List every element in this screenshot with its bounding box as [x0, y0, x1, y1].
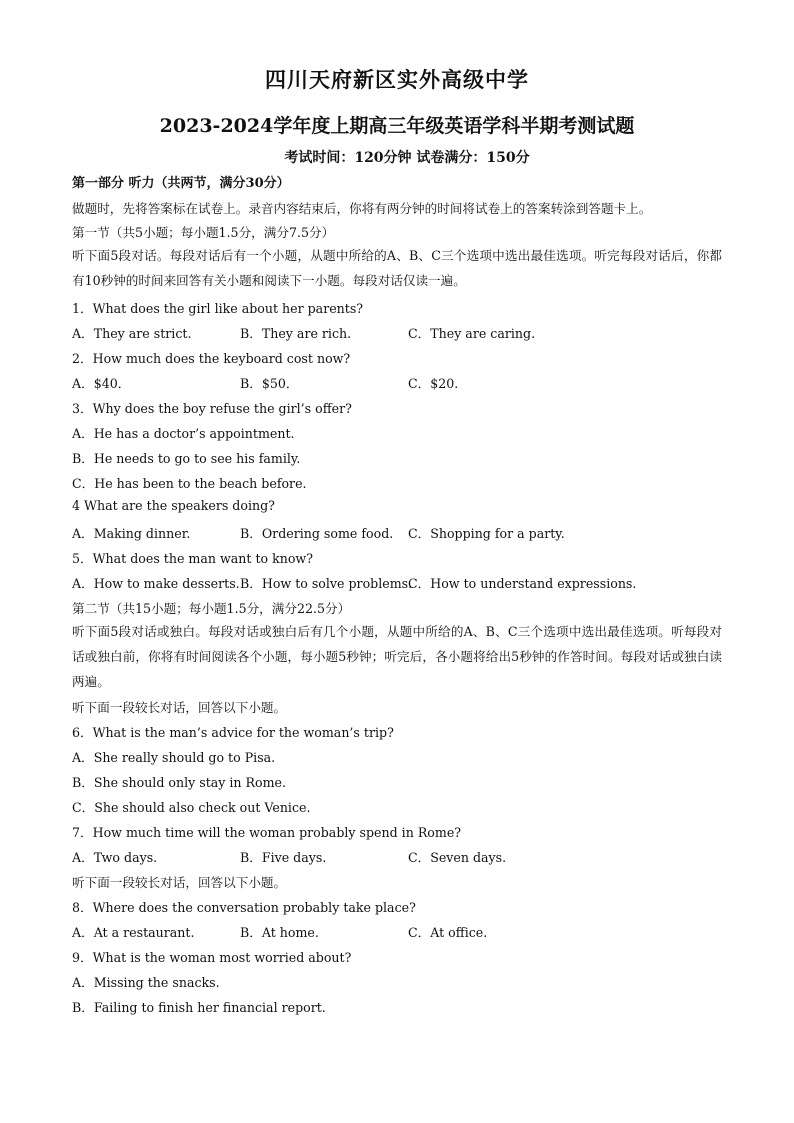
- option-b: B．At home.: [240, 925, 319, 940]
- option-c: C．They are caring.: [408, 326, 536, 341]
- option-a: A．They are strict.: [72, 326, 192, 341]
- option-b: B．He needs to go to see his family.: [72, 451, 301, 466]
- option-c: C．He has been to the beach before.: [72, 476, 307, 491]
- option-a: A．How to make desserts.: [72, 576, 240, 591]
- option-b: B．Five days.: [240, 850, 327, 865]
- option-b: B．How to solve problems.: [240, 576, 413, 591]
- exam-info: 考试时间：120分钟 试卷满分：150分: [284, 150, 530, 166]
- part1-instruction: 做题时，先将答案标在试卷上。录音内容结束后，你将有两分钟的时间将试卷上的答案转涂到答题卡上。: [72, 201, 652, 216]
- option-a: A．Making dinner.: [72, 526, 191, 541]
- question-stem: 4 What are the speakers doing?: [72, 498, 275, 513]
- question-stem: 9．What is the woman most worried about?: [72, 950, 352, 965]
- option-a: A．She really should go to Pisa.: [72, 750, 276, 765]
- question-stem: 5．What does the man want to know?: [72, 551, 313, 566]
- option-b: B．They are rich.: [240, 326, 352, 341]
- option-c: C．Shopping for a party.: [408, 526, 565, 541]
- option-b: B．Failing to finish her financial report.: [72, 1000, 326, 1015]
- option-a: A．Missing the snacks.: [72, 975, 220, 990]
- option-a: A．He has a doctor’s appointment.: [72, 426, 295, 441]
- section1-instruction: 听下面5段对话。每段对话后有一个小题，从题中所给的A、B、C三个选项中选出最佳选项。听完每段对话后，你都有10秒钟的时间来回答有关小题和阅读下一小题。每段对话仅读一遍。: [72, 248, 722, 288]
- question-stem: 8．Where does the conversation probably take place?: [72, 900, 416, 915]
- exam-title: 2023-2024学年度上期高三年级英语学科半期考测试题: [159, 115, 635, 137]
- option-b: B．She should only stay in Rome.: [72, 775, 286, 790]
- option-c: C．$20.: [408, 376, 459, 391]
- question-stem: 6．What is the man’s advice for the woman’s trip?: [72, 725, 394, 740]
- school-title: 四川天府新区实外高级中学: [265, 67, 529, 92]
- part1-heading: 第一部分 听力（共两节，满分30分）: [72, 176, 290, 191]
- option-b: B．$50．: [240, 376, 299, 391]
- question-stem: 7．How much time will the woman probably spend in Rome?: [72, 825, 462, 840]
- option-c: C．Seven days.: [408, 850, 507, 865]
- section2-heading: 第二节（共15小题；每小题1.5分，满分22.5分）: [72, 601, 351, 616]
- listening-lead: 听下面一段较长对话，回答以下小题。: [72, 700, 287, 715]
- option-c: C．She should also check out Venice.: [72, 800, 311, 815]
- option-c: C．How to understand expressions.: [408, 576, 637, 591]
- section1-heading: 第一节（共5小题；每小题1.5分，满分7.5分）: [72, 225, 335, 240]
- question-stem: 3．Why does the boy refuse the girl’s offer?: [72, 401, 352, 416]
- question-stem: 1．What does the girl like about her parents?: [72, 301, 364, 316]
- option-c: C．At office.: [408, 925, 488, 940]
- option-a: A．Two days.: [72, 850, 158, 865]
- question-stem: 2．How much does the keyboard cost now?: [72, 351, 351, 366]
- option-b: B．Ordering some food.: [240, 526, 394, 541]
- listening-lead: 听下面一段较长对话，回答以下小题。: [72, 875, 287, 890]
- option-a: A．At a restaurant.: [72, 925, 195, 940]
- section2-instruction: 听下面5段对话或独白。每段对话或独白后有几个小题，从题中所给的A、B、C三个选项中选出最佳选项。听每段对话或独白前，你将有时间阅读各个小题，每小题5秒钟；听完后，各小题将给出5秒钟的作答时间。每段对话或独白读两遍。: [72, 624, 722, 689]
- option-a: A．$40．: [72, 376, 131, 391]
